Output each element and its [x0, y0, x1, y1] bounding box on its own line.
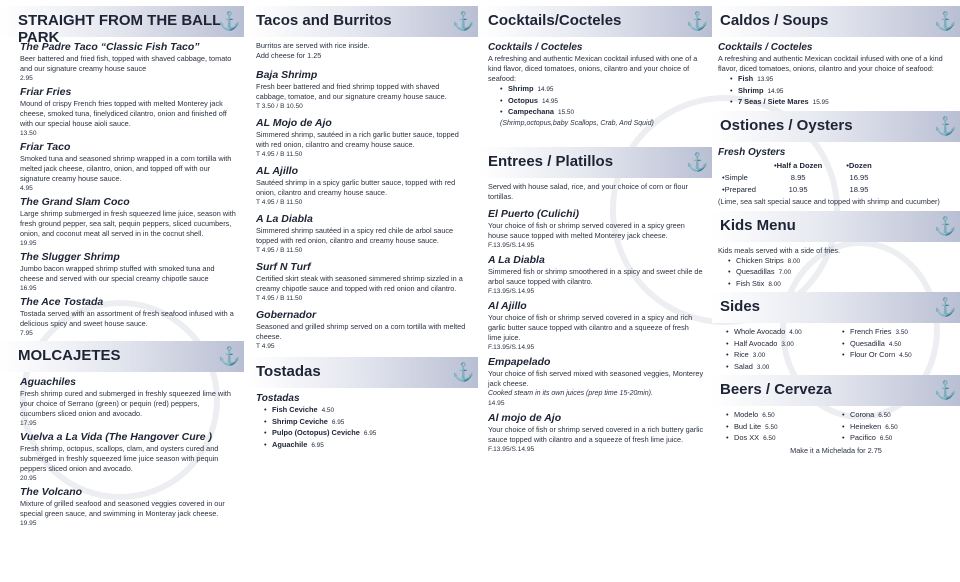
item-name: AL Ajillo — [256, 165, 298, 177]
item-price: 19.95 — [20, 240, 37, 247]
item-description: Simmered shrimp sautéed in a spicy red chile de arbol sauce topped with red onion, cilantro and creamy house sauce. — [256, 226, 454, 245]
item-price: 3.50 — [895, 329, 908, 336]
anchor-icon: ⚓ — [934, 115, 957, 136]
list-item — [730, 97, 952, 109]
bullet-icon: • — [842, 338, 845, 348]
subsection-title: Cocktails / Cocteles — [488, 42, 583, 53]
item-name: French Fries — [850, 327, 892, 336]
item-name: Friar Taco — [20, 141, 71, 153]
menu-item — [20, 376, 236, 428]
bullet-icon: • — [842, 421, 845, 431]
section-banner — [712, 111, 960, 142]
menu-item — [256, 117, 470, 159]
bullet-icon: • — [726, 410, 729, 419]
item-price: 15.95 — [812, 99, 829, 106]
item-price: 7.95 — [20, 330, 33, 337]
item-description: Jumbo bacon wrapped shrimp stuffed with smoked tuna and cheese and served with our special creamy chipotle sauce — [20, 264, 215, 283]
item-name: The Slugger Shrimp — [20, 251, 120, 263]
bullet-icon: • — [726, 421, 729, 431]
item-description: Sautéed shrimp in a spicy garlic butter sauce, topped with red onion, cilantro and creamy house sauce. — [256, 178, 456, 197]
item-description: Fresh shrimp, octopus, scallops, clam, and oysters cured and submerged in freshly squeezed lime juice season with pequin peppers sliced onion and avocado. — [20, 444, 219, 473]
item-name: Gobernador — [256, 309, 317, 321]
item-name: The Padre Taco “Classic Fish Taco” — [20, 41, 200, 53]
list-item — [842, 422, 952, 434]
bullet-icon: • — [842, 327, 845, 336]
section-banner — [248, 6, 478, 37]
menu-item — [20, 251, 236, 293]
section-description: A refreshing and authentic Mexican cocktail infused with one of a kind flavor, diced tomatoes, onions, cilantro and your choice of seafood: — [488, 54, 698, 83]
item-description: Smoked tuna and seasoned shrimp wrapped in a corn tortilla with melted jack cheese, cilantro, onion, and topped off with our signature creamy house sauce. — [20, 154, 232, 183]
molcajetes-items — [0, 372, 244, 528]
item-price: 14.95 — [767, 87, 784, 95]
bullet-icon: • — [726, 338, 729, 348]
list-item — [726, 410, 836, 422]
section-title: Kids Menu — [720, 216, 796, 234]
item-name: Corona — [850, 410, 875, 419]
kids-section — [712, 242, 960, 291]
bullet-icon: • — [842, 350, 845, 359]
list-item — [726, 362, 836, 374]
item-name: Baja Shrimp — [256, 69, 318, 81]
item-price: 3.00 — [752, 352, 766, 359]
bullet-icon: • — [500, 84, 503, 93]
bullet-icon: • — [726, 327, 729, 336]
item-name: Rice — [734, 350, 749, 359]
bullet-icon: • — [726, 350, 729, 359]
menu-item — [20, 431, 236, 483]
menu-item — [256, 261, 470, 303]
item-price: 8.00 — [768, 280, 781, 288]
ball-park-items — [0, 37, 244, 338]
menu-item — [256, 309, 470, 351]
menu-item — [256, 69, 470, 111]
item-price: 2.95 — [20, 75, 33, 82]
list-item — [726, 433, 836, 445]
item-price: 6.50 — [762, 412, 775, 419]
item-price: F.13.95/S.14.95 — [488, 445, 535, 453]
list-item — [264, 405, 470, 417]
bullet-icon: • — [264, 416, 267, 426]
section-banner — [0, 6, 244, 46]
item-name: Al mojo de Ajo — [488, 411, 562, 424]
item-price: 6.95 — [331, 418, 345, 426]
item-price: 15.50 — [558, 109, 575, 116]
section-title: Entrees / Platillos — [488, 152, 614, 170]
section-banner — [480, 6, 712, 37]
list-item — [728, 279, 952, 291]
list-item — [730, 74, 952, 86]
item-price: F.13.95/S.14.95 — [488, 241, 535, 249]
item-name: Fish — [738, 74, 754, 83]
item-name: 7 Seas / Siete Mares — [738, 97, 809, 106]
list-item — [264, 440, 470, 452]
item-price: 16.95 — [20, 285, 37, 292]
intro-text: Kids meals served with a side of fries. — [718, 245, 841, 255]
oysters-section — [712, 142, 960, 207]
item-price: 4.50 — [888, 340, 902, 348]
item-price: 3.00 — [781, 340, 794, 348]
list-item — [842, 433, 952, 445]
menu-item — [20, 141, 236, 193]
item-name: Flour Or Corn — [850, 350, 896, 359]
section-title: Ostiones / Oysters — [720, 116, 853, 134]
item-price: 4.95 — [20, 185, 33, 192]
bullet-icon: • — [730, 97, 733, 106]
item-description: Beer battered and fried fish, topped with shaved cabbage, tomato and our signature creamy house sauce — [20, 54, 232, 73]
bullet-icon: • — [728, 267, 731, 276]
item-price: 4.00 — [789, 329, 802, 336]
item-name: A La Diabla — [256, 213, 313, 225]
item-name: Modelo — [734, 410, 759, 419]
item-description: Your choice of fish or shrimp served covered in a spicy green house sauce topped with melted Monterey jack cheese. — [488, 220, 685, 240]
anchor-icon: ⚓ — [452, 362, 475, 382]
item-name: Fish Stix — [736, 278, 765, 288]
section-title: Sides — [720, 298, 761, 315]
item-name: Pulpo (Octopus) Ceviche — [272, 428, 360, 437]
oyster-note: (Lime, sea salt special sauce and topped with shrimp and cucumber) — [718, 196, 940, 206]
menu-item — [20, 486, 236, 528]
section-banner — [712, 211, 960, 242]
anchor-icon: ⚓ — [686, 11, 709, 31]
item-name: A La Diabla — [488, 253, 545, 266]
item-name: Vuelva a La Vida (The Hangover Cure ) — [20, 431, 212, 443]
item-name: Chicken Strips — [736, 255, 784, 265]
menu-item — [20, 86, 236, 138]
bullet-icon: • — [730, 85, 733, 95]
item-price: 4.50 — [321, 407, 335, 414]
bullet-icon: • — [726, 361, 729, 371]
item-price: T 4.95 / B 11.50 — [256, 295, 303, 302]
item-name: Whole Avocado — [734, 327, 786, 336]
table-row: •Prepared 10.95 18.95 — [722, 184, 869, 194]
menu-item — [488, 412, 704, 454]
column-tacos — [248, 0, 478, 582]
item-name: Heineken — [850, 421, 882, 431]
section-banner — [0, 341, 244, 372]
anchor-icon: ⚓ — [686, 151, 709, 172]
item-price: F.13.95/S.14.95 — [488, 343, 535, 351]
menu-item — [488, 300, 704, 352]
item-name: Surf N Turf — [256, 261, 311, 273]
item-name: Friar Fries — [20, 86, 72, 98]
tostadas-section — [248, 388, 478, 451]
item-price: 13.50 — [20, 130, 37, 137]
item-price: 4.50 — [899, 352, 912, 359]
item-description: Your choice of fish or shrimp served covered in a rich buttery garlic sauce topped with cilantro and a squeeze of fresh lime juice. — [488, 424, 704, 444]
anchor-icon: ⚓ — [934, 297, 957, 317]
menu-item — [488, 208, 704, 250]
item-description: Simmered fish or shrimp smoothered in a spicy and sweet chile de arbol sauce topped with cilantro. — [488, 266, 703, 286]
item-name: The Volcano — [20, 486, 83, 498]
section-banner — [248, 357, 478, 388]
item-description: Tostada served with an assortment of fresh seafood infused with a delicious spicy and sweet house sauce. — [20, 309, 234, 328]
item-name: Empapelado — [488, 355, 551, 368]
oysters-table — [718, 159, 876, 197]
list-item — [726, 339, 836, 351]
anchor-icon: ⚓ — [934, 215, 957, 236]
list-item — [842, 327, 952, 339]
item-name: Campechana — [508, 107, 555, 116]
item-price: T 3.50 / B 10.50 — [256, 103, 303, 110]
item-price: 6.50 — [763, 435, 776, 442]
table-row: •Simple 8.95 16.95 — [722, 172, 869, 182]
section-banner — [712, 292, 960, 323]
list-item — [842, 410, 952, 422]
item-name: The Ace Tostada — [20, 296, 104, 308]
item-price: 6.95 — [311, 441, 324, 449]
item-name: Dos XX — [734, 433, 760, 442]
item-name: El Puerto (Culichi) — [488, 207, 580, 220]
item-price: 7.00 — [778, 269, 792, 276]
anchor-icon: ⚓ — [452, 11, 475, 31]
section-title: Tacos and Burritos — [256, 12, 392, 29]
bullet-icon: • — [264, 428, 267, 437]
menu-item — [20, 196, 236, 248]
section-title: Tostadas — [256, 363, 321, 380]
list-item — [728, 256, 952, 268]
bullet-icon: • — [730, 74, 733, 83]
anchor-icon: ⚓ — [218, 11, 241, 31]
list-item — [264, 417, 470, 429]
section-title: Caldos / Soups — [720, 12, 829, 29]
beers-section — [712, 406, 960, 445]
item-price: 17.95 — [20, 420, 37, 427]
item-description: Your choice of fish served mixed with seasoned veggies, Monterey jack cheese. — [488, 368, 704, 388]
section-title: MOLCAJETES — [18, 347, 121, 364]
item-name: Half Avocado — [734, 338, 778, 348]
item-price: 8.00 — [787, 257, 801, 265]
list-item — [726, 350, 836, 362]
soups-section — [712, 37, 960, 109]
item-name: Fish Ceviche — [272, 405, 318, 414]
list-item — [500, 96, 704, 108]
entrees-section — [480, 178, 712, 454]
item-name: Aguachile — [272, 439, 308, 449]
section-title: STRAIGHT FROM THE BALL PARK — [18, 12, 222, 46]
anchor-icon: ⚓ — [934, 380, 957, 400]
list-item — [842, 350, 952, 362]
bullet-icon: • — [264, 439, 267, 449]
bullet-icon: • — [264, 405, 267, 414]
item-name: Salad — [734, 361, 753, 371]
item-name: Quesadillas — [736, 267, 775, 276]
bullet-icon: • — [728, 278, 731, 288]
list-item — [264, 428, 470, 440]
item-price: 6.50 — [879, 435, 893, 442]
bullet-icon: • — [726, 433, 729, 442]
item-description: Mound of crispy French fries topped with melted Monterey jack cheese, smoked tuna, finelydiced cilantro, onion and finished off with our special house aioli sauce. — [20, 99, 227, 128]
item-name: Bud Lite — [734, 421, 762, 431]
list-item — [500, 107, 704, 119]
item-description: Your choice of fish or shrimp served covered in a spicy and rich garlic butter sauce topped with cilantro and a squeeze of fresh lime juice. — [488, 312, 693, 342]
menu-item — [488, 254, 704, 296]
tacos-section — [248, 37, 478, 351]
list-item — [730, 86, 952, 98]
sides-section — [712, 323, 960, 373]
item-price: 6.50 — [885, 423, 898, 431]
bullet-icon: • — [500, 95, 503, 105]
subsection-title: Cocktails / Cocteles — [718, 42, 813, 53]
item-name: Shrimp — [508, 84, 534, 93]
item-price: 19.95 — [20, 520, 37, 527]
item-price: T 4.95 / B 11.50 — [256, 199, 303, 206]
section-banner — [480, 147, 712, 178]
campechana-note: (Shrimp,octopus,baby Scallops, Crab, And Squid) — [500, 119, 654, 127]
bullet-icon: • — [728, 255, 731, 265]
section-description: A refreshing and authentic Mexican cocktail infused with one of a kind flavor, diced tomatoes, onions, cilantro and your choice of seafood: — [718, 54, 943, 73]
item-price: 14.95 — [537, 86, 554, 93]
anchor-icon: ⚓ — [934, 11, 957, 31]
item-price: 14.95 — [488, 399, 505, 407]
item-name: Shrimp Ceviche — [272, 416, 328, 426]
item-description: Mixture of grilled seafood and seasoned veggies covered in our special green sauce, and swimming in Monteray jack cheese. — [20, 499, 225, 518]
section-banner — [712, 375, 960, 406]
intro-text: Served with house salad, rice, and your choice of corn or flour tortillas. — [488, 181, 688, 201]
oyster-header: •Half a Dozen — [774, 160, 823, 170]
item-name: Octopus — [508, 95, 538, 105]
item-name: Pacifico — [850, 433, 876, 442]
item-price: 13.95 — [757, 76, 774, 83]
item-price: 3.00 — [756, 363, 770, 371]
cocktails-section — [480, 37, 712, 129]
item-name: The Grand Slam Coco — [20, 196, 130, 208]
menu-item — [488, 356, 704, 408]
subsection-title: Fresh Oysters — [718, 146, 786, 158]
intro-text: Add cheese for 1.25 — [256, 51, 322, 60]
anchor-icon: ⚓ — [218, 346, 241, 366]
bullet-icon: • — [842, 410, 845, 419]
item-price: F.13.95/S.14.95 — [488, 287, 535, 295]
item-price: 20.95 — [20, 475, 37, 482]
section-title: Cocktails/Cocteles — [488, 12, 622, 29]
item-price: 5.50 — [765, 423, 778, 431]
item-description: Large shrimp submerged in fresh squeezed lime juice, season with fresh ground pepper, sea salt, pequin peppers, sliced cucumbers, onion, and coconut meat all served in in the cocnut shell. — [20, 209, 236, 238]
item-description: Simmered shrimp, sautéed in a rich garlic butter sauce, topped with red onion, cilantro and creamy house sauce. — [256, 130, 459, 149]
menu-item — [256, 213, 470, 255]
intro-text: Burritos are served with rice inside. — [256, 41, 370, 50]
item-description: Fresh beer battered and fried shrimp topped with shaved cabbage, tomatoe, and our signature creamy house sauce. — [256, 82, 447, 101]
menu-item — [20, 296, 236, 338]
michelada-note: Make it a Michelada for 2.75 — [790, 445, 882, 455]
bullet-icon: • — [842, 433, 845, 442]
item-name: Aguachiles — [20, 376, 77, 388]
item-price: 6.50 — [878, 412, 891, 419]
item-price: T 4.95 / B 11.50 — [256, 247, 303, 254]
list-item — [842, 339, 952, 351]
section-banner — [712, 6, 960, 37]
item-name: Al Ajillo — [488, 299, 527, 312]
item-price: T 4.95 / B 11.50 — [256, 151, 303, 158]
item-description: Fresh shrimp cured and submerged in freshly squeezed lime with your choice of Serrano (green) or pequin (red) peppers, cucumbers sliced onion and avocado. — [20, 389, 231, 418]
list-item — [500, 84, 704, 96]
list-item — [728, 267, 952, 279]
item-description: Seasoned and grilled shrimp served on a corn tortilla with melted cheese. — [256, 322, 466, 341]
oyster-header: •Dozen — [846, 160, 872, 170]
list-item — [726, 422, 836, 434]
item-price: 6.95 — [363, 430, 377, 437]
bullet-icon: • — [500, 107, 503, 116]
item-description: Certified skirt steak with seasoned simmered shrimp sizzled in a creamy chipotle sauce and topped with red onion and cilantro. — [256, 274, 463, 293]
item-name: Shrimp — [738, 85, 764, 95]
column-cocktails — [480, 0, 712, 582]
item-note: Cooked steam in its own juices (prep time 15-20min). — [488, 389, 653, 397]
menu-item — [20, 41, 236, 83]
section-title: Beers / Cerveza — [720, 381, 832, 398]
column-ball-park — [0, 0, 244, 582]
item-name: AL Mojo de Ajo — [256, 117, 332, 129]
menu-item — [256, 165, 470, 207]
item-name: Quesadilla — [850, 338, 885, 348]
item-price: T 4.95 — [256, 343, 275, 350]
item-price: 14.95 — [541, 97, 558, 105]
subsection-title: Tostadas — [256, 393, 300, 404]
column-soups — [712, 0, 960, 582]
list-item — [726, 327, 836, 339]
